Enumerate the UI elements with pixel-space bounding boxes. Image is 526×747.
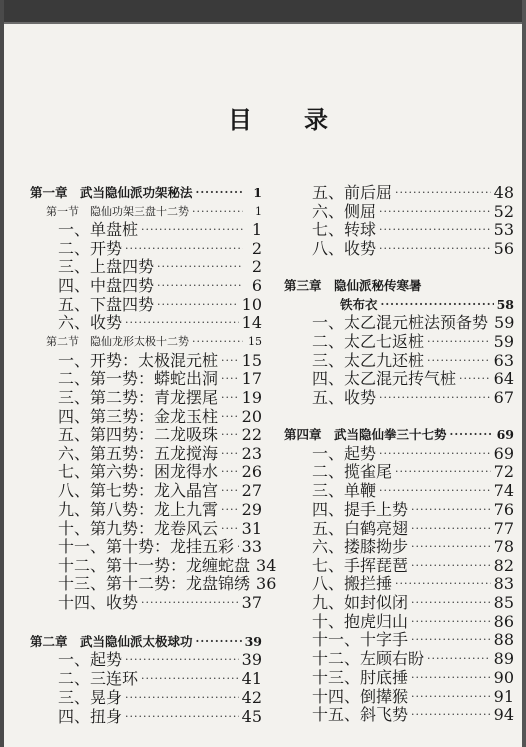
toc-entry-page: 19 <box>241 388 262 407</box>
toc-entry <box>58 520 262 538</box>
toc-entry <box>312 688 514 706</box>
toc-entry-page: 15 <box>248 335 262 348</box>
toc-entry <box>312 370 514 388</box>
toc-entry <box>312 333 514 351</box>
toc-entry <box>312 520 514 538</box>
toc-entry <box>312 706 514 724</box>
toc-entry-page: 53 <box>493 220 514 239</box>
toc-entry <box>58 426 262 444</box>
toc-entry-title: 四、太乙混元抟气桩 <box>312 369 457 388</box>
leader-dots <box>411 706 491 724</box>
leader-dots <box>427 650 491 668</box>
toc-entry-page: 37 <box>241 593 262 612</box>
toc-entry-title: 十二、左顾右盼 <box>312 649 425 668</box>
leader-dots <box>411 613 491 631</box>
leader-dots <box>221 426 239 444</box>
toc-entry-page: 33 <box>241 537 262 556</box>
leader-dots <box>395 463 491 481</box>
leader-dots <box>381 296 494 314</box>
toc-entry-page: 45 <box>241 707 262 726</box>
toc-entry-title: 二、开势 <box>58 239 123 258</box>
toc-entry-title: 三、第二势：青龙摆尾 <box>58 388 219 407</box>
right-page-edge <box>522 0 526 747</box>
leader-dots <box>196 184 243 202</box>
left-page-edge <box>0 0 4 747</box>
toc-entry-title: 第四章 武当隐仙拳三十七势 <box>284 427 447 442</box>
toc-entry <box>312 669 514 687</box>
toc-entry-title: 十二、第十一势：龙缠蛇盘 <box>58 556 251 575</box>
toc-entry-page: 41 <box>241 669 262 688</box>
toc-entry <box>284 277 514 295</box>
toc-entry-page: 63 <box>493 351 514 370</box>
toc-entry-title: 一、单盘桩 <box>58 220 139 239</box>
toc-entry-title: 七、转球 <box>312 220 377 239</box>
toc-entry <box>58 501 262 519</box>
leader-dots <box>411 520 491 538</box>
leader-dots <box>411 631 491 649</box>
leader-dots <box>221 482 239 500</box>
toc-entry <box>58 594 262 612</box>
toc-entry-page: 14 <box>241 313 262 332</box>
toc-entry-title: 第二章 武当隐仙派太极球功 <box>30 634 193 649</box>
title-char-2: 录 <box>304 105 328 134</box>
leader-dots <box>221 408 239 426</box>
leader-dots <box>395 575 491 593</box>
toc-entry <box>30 633 262 651</box>
toc-entry-title: 十三、第十二势：龙盘锦绣 <box>58 574 251 593</box>
leader-dots <box>192 203 243 221</box>
toc-entry <box>46 203 262 221</box>
toc-entry-title: 七、第六势：困龙得水 <box>58 462 219 481</box>
toc-entry <box>58 538 262 556</box>
toc-entry-page: 85 <box>493 593 514 612</box>
leader-dots <box>379 389 491 407</box>
toc-entry-page: 76 <box>493 500 514 519</box>
leader-dots <box>411 557 491 575</box>
toc-entry-page: 88 <box>493 630 514 649</box>
leader-dots <box>221 389 239 407</box>
toc-entry-page: 59 <box>493 332 514 351</box>
toc-entry-title: 二、揽雀尾 <box>312 462 393 481</box>
leader-dots <box>125 314 239 332</box>
toc-entry-page: 10 <box>241 295 262 314</box>
toc-entry-title: 八、收势 <box>312 239 377 258</box>
toc-entry-page: 6 <box>251 276 262 295</box>
toc-entry <box>312 557 514 575</box>
toc-entry-title: 七、手挥琵琶 <box>312 556 409 575</box>
toc-entry-title: 十、抱虎归山 <box>312 612 409 631</box>
leader-dots <box>125 240 243 258</box>
leader-dots <box>141 670 239 688</box>
toc-entry-page: 58 <box>496 297 514 312</box>
leader-dots <box>237 538 239 556</box>
toc-entry <box>58 296 262 314</box>
leader-dots <box>459 370 491 388</box>
toc-entry-title: 一、起势 <box>58 650 123 669</box>
toc-entry <box>312 650 514 668</box>
leader-dots <box>221 501 239 519</box>
toc-entry-page: 78 <box>493 537 514 556</box>
toc-entry-title: 十三、肘底捶 <box>312 668 409 687</box>
toc-entry-title: 第二节 隐仙龙形太极十二势 <box>46 335 189 348</box>
toc-entry-title: 二、第一势：蟒蛇出洞 <box>58 369 219 388</box>
toc-entry-title: 五、收势 <box>312 388 377 407</box>
leader-dots <box>379 240 491 258</box>
toc-entry-title: 六、第五势：五龙搅海 <box>58 444 219 463</box>
toc-entry <box>312 482 514 500</box>
toc-entry-page: 59 <box>494 313 515 332</box>
toc-entry <box>58 240 262 258</box>
toc-entry-page: 36 <box>256 574 277 593</box>
toc-entry-page: 17 <box>241 369 262 388</box>
leader-dots <box>450 426 494 444</box>
toc-entry-title: 五、前后屈 <box>312 183 393 202</box>
toc-entry-title: 八、搬拦捶 <box>312 574 393 593</box>
toc-entry <box>30 184 262 202</box>
leader-dots <box>411 538 491 556</box>
leader-dots <box>125 708 239 726</box>
toc-entry <box>58 258 262 276</box>
toc-entry <box>312 184 514 202</box>
toc-entry-page: 64 <box>493 369 514 388</box>
leader-dots <box>221 520 239 538</box>
toc-entry-title: 铁布衣 <box>340 297 378 312</box>
toc-entry <box>312 575 514 593</box>
toc-entry <box>58 463 262 481</box>
toc-entry <box>58 408 262 426</box>
toc-entry-title: 第三章 隐仙派秘传寒暑 <box>284 278 422 293</box>
toc-entry-page: 67 <box>493 388 514 407</box>
toc-entry <box>58 221 262 239</box>
toc-entry-page: 26 <box>241 462 262 481</box>
toc-entry-page: 23 <box>241 444 262 463</box>
toc-entry <box>58 651 262 669</box>
toc-entry-page: 82 <box>493 556 514 575</box>
toc-entry-title: 八、第七势：龙入晶宫 <box>58 481 219 500</box>
toc-entry <box>58 574 277 593</box>
leader-dots <box>221 445 239 463</box>
toc-entry <box>58 389 262 407</box>
leader-dots <box>411 669 491 687</box>
toc-entry-title: 六、侧屈 <box>312 202 377 221</box>
toc-entry-page: 77 <box>493 519 514 538</box>
leader-dots <box>157 258 243 276</box>
leader-dots <box>379 221 491 239</box>
toc-entry <box>46 333 262 351</box>
toc-entry <box>58 556 277 575</box>
toc-entry-title: 九、如封似闭 <box>312 593 409 612</box>
toc-entry-title: 十五、斜飞势 <box>312 705 409 724</box>
leader-dots <box>125 689 239 707</box>
leader-dots <box>427 352 491 370</box>
toc-entry-title: 二、太乙七返桩 <box>312 332 425 351</box>
toc-entry <box>312 463 514 481</box>
toc-entry <box>312 314 514 332</box>
toc-entry <box>312 594 514 612</box>
toc-entry <box>312 240 514 258</box>
leader-dots <box>379 203 491 221</box>
leader-dots <box>141 221 243 239</box>
title-char-1: 目 <box>228 105 252 134</box>
toc-entry-title: 第一章 武当隐仙派功架秘法 <box>30 185 193 200</box>
toc-entry <box>58 445 262 463</box>
toc-entry-page: 15 <box>241 351 262 370</box>
toc-entry <box>340 296 514 314</box>
toc-entry-title: 三、晃身 <box>58 688 123 707</box>
toc-entry-title: 十、第九势：龙卷风云 <box>58 519 219 538</box>
top-rule <box>0 22 526 24</box>
toc-entry-title: 第一节 隐仙功架三盘十二势 <box>46 205 189 218</box>
toc-entry-title: 四、扭身 <box>58 707 123 726</box>
toc-entry-title: 三、单鞭 <box>312 481 377 500</box>
toc-entry-page: 91 <box>493 687 514 706</box>
toc-entry-title: 三、太乙九还桩 <box>312 351 425 370</box>
toc-entry <box>312 501 514 519</box>
toc-entry <box>312 631 514 649</box>
leader-dots <box>196 633 242 651</box>
toc-entry <box>312 613 514 631</box>
toc-entry-title: 一、太乙混元桩法预备势 <box>312 313 489 332</box>
toc-entry-title: 九、第八势：龙上九霄 <box>58 500 219 519</box>
toc-entry <box>58 277 262 295</box>
leader-dots <box>395 184 491 202</box>
toc-entry-title: 三、上盘四势 <box>58 257 155 276</box>
toc-entry-title: 四、第三势：金龙玉柱 <box>58 407 219 426</box>
toc-entry-page: 1 <box>251 220 262 239</box>
toc-entry-page: 52 <box>493 202 514 221</box>
leader-dots <box>379 482 491 500</box>
toc-entry-page: 89 <box>493 649 514 668</box>
leader-dots <box>192 333 243 351</box>
leader-dots <box>411 688 491 706</box>
toc-entry-title: 六、收势 <box>58 313 123 332</box>
toc-entry-page: 1 <box>255 205 262 218</box>
toc-entry-title: 十一、十字手 <box>312 630 409 649</box>
toc-entry-page: 94 <box>493 705 514 724</box>
toc-entry-page: 34 <box>256 556 277 575</box>
toc-entry <box>58 352 262 370</box>
leader-dots <box>157 296 239 314</box>
toc-entry-page: 83 <box>493 574 514 593</box>
leader-dots <box>221 352 239 370</box>
toc-entry-page: 31 <box>241 519 262 538</box>
toc-entry <box>58 689 262 707</box>
toc-entry-page: 42 <box>241 688 262 707</box>
toc-entry <box>58 482 262 500</box>
leader-dots <box>157 277 243 295</box>
toc-entry-title: 十四、收势 <box>58 593 139 612</box>
toc-entry-page: 86 <box>493 612 514 631</box>
toc-entry <box>58 370 262 388</box>
toc-entry-title: 二、三连环 <box>58 669 139 688</box>
toc-entry-title: 六、搂膝拗步 <box>312 537 409 556</box>
leader-dots <box>427 333 491 351</box>
toc-entry <box>312 445 514 463</box>
toc-entry-page: 29 <box>241 500 262 519</box>
toc-entry-title: 四、提手上势 <box>312 500 409 519</box>
toc-entry-page: 22 <box>241 425 262 444</box>
toc-entry-title: 十四、倒撵猴 <box>312 687 409 706</box>
toc-entry-title: 五、白鹤亮翅 <box>312 519 409 538</box>
toc-entry-page: 69 <box>493 444 514 463</box>
toc-entry <box>312 203 514 221</box>
toc-entry-page: 1 <box>253 185 262 200</box>
leader-dots <box>411 594 491 612</box>
toc-entry-page: 72 <box>493 462 514 481</box>
toc-entry <box>284 426 514 444</box>
leader-dots <box>125 651 239 669</box>
toc-entry <box>58 314 262 332</box>
toc-entry-page: 2 <box>251 239 262 258</box>
toc-entry <box>58 670 262 688</box>
toc-entry-page: 27 <box>241 481 262 500</box>
toc-entry-title: 一、起势 <box>312 444 377 463</box>
toc-entry-page: 48 <box>493 183 514 202</box>
toc-entry <box>312 352 514 370</box>
toc-entry <box>312 538 514 556</box>
page-title <box>228 100 328 135</box>
leader-dots <box>379 445 491 463</box>
toc-entry-page: 39 <box>241 650 262 669</box>
toc-entry-page: 56 <box>493 239 514 258</box>
toc-entry-title: 五、下盘四势 <box>58 295 155 314</box>
toc-entry <box>58 708 262 726</box>
toc-entry-page: 69 <box>496 427 514 442</box>
toc-entry <box>312 221 514 239</box>
toc-entry <box>312 389 514 407</box>
leader-dots <box>221 463 239 481</box>
toc-entry-title: 五、第四势：二龙吸珠 <box>58 425 219 444</box>
toc-entry-title: 四、中盘四势 <box>58 276 155 295</box>
toc-entry-page: 39 <box>244 634 262 649</box>
leader-dots <box>221 370 239 388</box>
toc-entry-page: 2 <box>251 257 262 276</box>
toc-entry-title: 一、开势：太极混元桩 <box>58 351 219 370</box>
leader-dots <box>411 501 491 519</box>
leader-dots <box>141 594 239 612</box>
toc-entry-page: 90 <box>493 668 514 687</box>
top-scan-band <box>0 0 526 22</box>
toc-entry-page: 74 <box>493 481 514 500</box>
toc-entry-title: 十一、第十势：龙挂五彩 <box>58 537 235 556</box>
toc-entry-page: 20 <box>241 407 262 426</box>
